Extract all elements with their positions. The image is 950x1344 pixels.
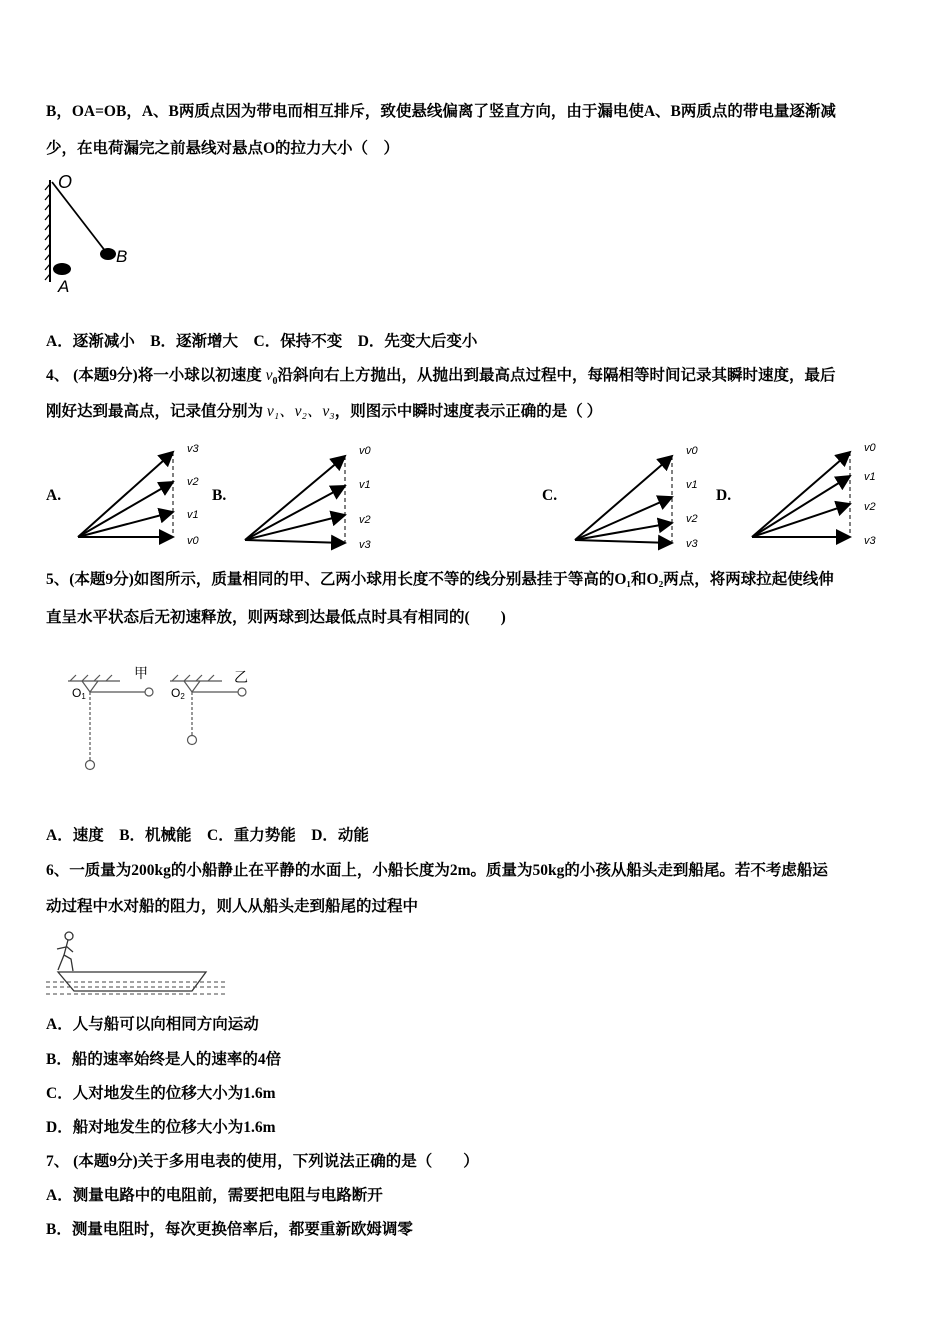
q6-option-d: D．船对地发生的位移大小为1.6m [46,1119,276,1136]
vector-label-v1: v1 [864,471,876,483]
vector-label-v2: v2 [686,513,698,525]
q3-options: A．逐渐减小 B．逐渐增大 C．保持不变 D．先变大后变小 [46,333,478,350]
q6-text-line2: 动过程中水对船的阻力，则人从船头走到船尾的过程中 [46,898,419,915]
q5-text-line1: 5、(本题9分)如图所示，质量相同的甲、乙两小球用长度不等的线分别悬挂于等高的O₁和O₂两点，将两球拉起使线伸 [46,571,834,588]
q4-vector-figures [0,440,950,560]
vector-label-v1: v1 [187,509,199,521]
vector-label-v0: v0 [359,445,371,457]
vector-label-v0: v0 [864,442,876,454]
vector-label-v1: v1 [686,479,698,491]
q7-text-line1: 7、 (本题9分)关于多用电表的使用，下列说法正确的是（ ） [46,1153,479,1170]
vector-label-v3: v3 [187,443,199,455]
velocity-vector-v2 [752,504,850,537]
q4-text-line2: 刚好达到最高点，记录值分别为 v₁、v₂、v₃，则图示中瞬时速度表示正确的是（ ） [46,403,603,420]
q6-text-line1: 6、一质量为200kg的小船静止在平静的水面上，小船长度为2m。质量为50kg的小孩从船头走到船尾。若不考虑船运 [46,862,828,879]
vector-label-v2: v2 [187,476,199,488]
label-o1: O1 [72,686,86,701]
q7-option-a: A．测量电路中的电阻前，需要把电阻与电路断开 [46,1187,383,1204]
q4-option-c-label: C. [542,487,558,504]
velocity-vector-v2 [78,482,173,537]
velocity-vector-v1 [245,486,345,540]
vector-label-v2: v2 [359,514,371,526]
q3-text-line2: 少，在电荷漏完之前悬线对悬点O的拉力大小（ ） [46,140,400,157]
velocity-vector-v1 [575,497,672,540]
label-a: A [58,277,70,296]
velocity-vector-v1 [752,476,850,537]
q7-option-b: B．测量电阻时，每次更换倍率后，都要重新欧姆调零 [46,1221,413,1238]
vector-label-v1: v1 [359,479,371,491]
q5-pendulum-figure [40,650,270,780]
q6-option-a: A．人与船可以向相同方向运动 [46,1016,259,1033]
velocity-vector-v2 [575,523,672,540]
label-b: B [116,247,128,266]
vector-label-v2: v2 [864,501,876,513]
q4-option-d-label: D. [716,487,732,504]
q6-option-b: B．船的速率始终是人的速率的4倍 [46,1051,282,1068]
q5-options: A．速度 B．机械能 C．重力势能 D．动能 [46,827,369,844]
q4-option-a-label: A. [46,487,62,504]
q6-boat-figure [40,925,240,1000]
vector-label-v0: v0 [686,445,698,457]
label-jia: 甲 [134,665,148,681]
vector-label-v3: v3 [359,539,371,551]
velocity-vector-v0 [752,452,850,537]
q3-pendulum-figure [42,172,142,297]
label-yi: 乙 [234,669,248,685]
velocity-vector-v3 [245,540,345,543]
label-o: O [58,172,73,192]
q4-text-line1: 4、 (本题9分)将一小球以初速度 $v_0$沿斜向右上方抛出，从抛出到最高点过程中，每隔相等时间记录其瞬时速度，最后 [46,367,836,388]
q4-option-b-label: B. [212,487,227,504]
q5-text-line2: 直呈水平状态后无初速释放，则两球到达最低点时具有相同的( ) [46,609,506,626]
label-o2: O2 [171,686,185,701]
vector-label-v3: v3 [864,535,876,547]
q6-option-c: C．人对地发生的位移大小为1.6m [46,1085,276,1102]
q3-text-line1: B，OA=OB，A、B两质点因为带电而相互排斥，致使悬线偏离了竖直方向，由于漏电使A、B两质点的带电量逐渐减 [46,103,836,120]
vector-label-v3: v3 [686,538,698,550]
velocity-vector-v3 [575,540,672,543]
velocity-vector-v0 [575,456,672,540]
vector-label-v0: v0 [187,535,199,547]
